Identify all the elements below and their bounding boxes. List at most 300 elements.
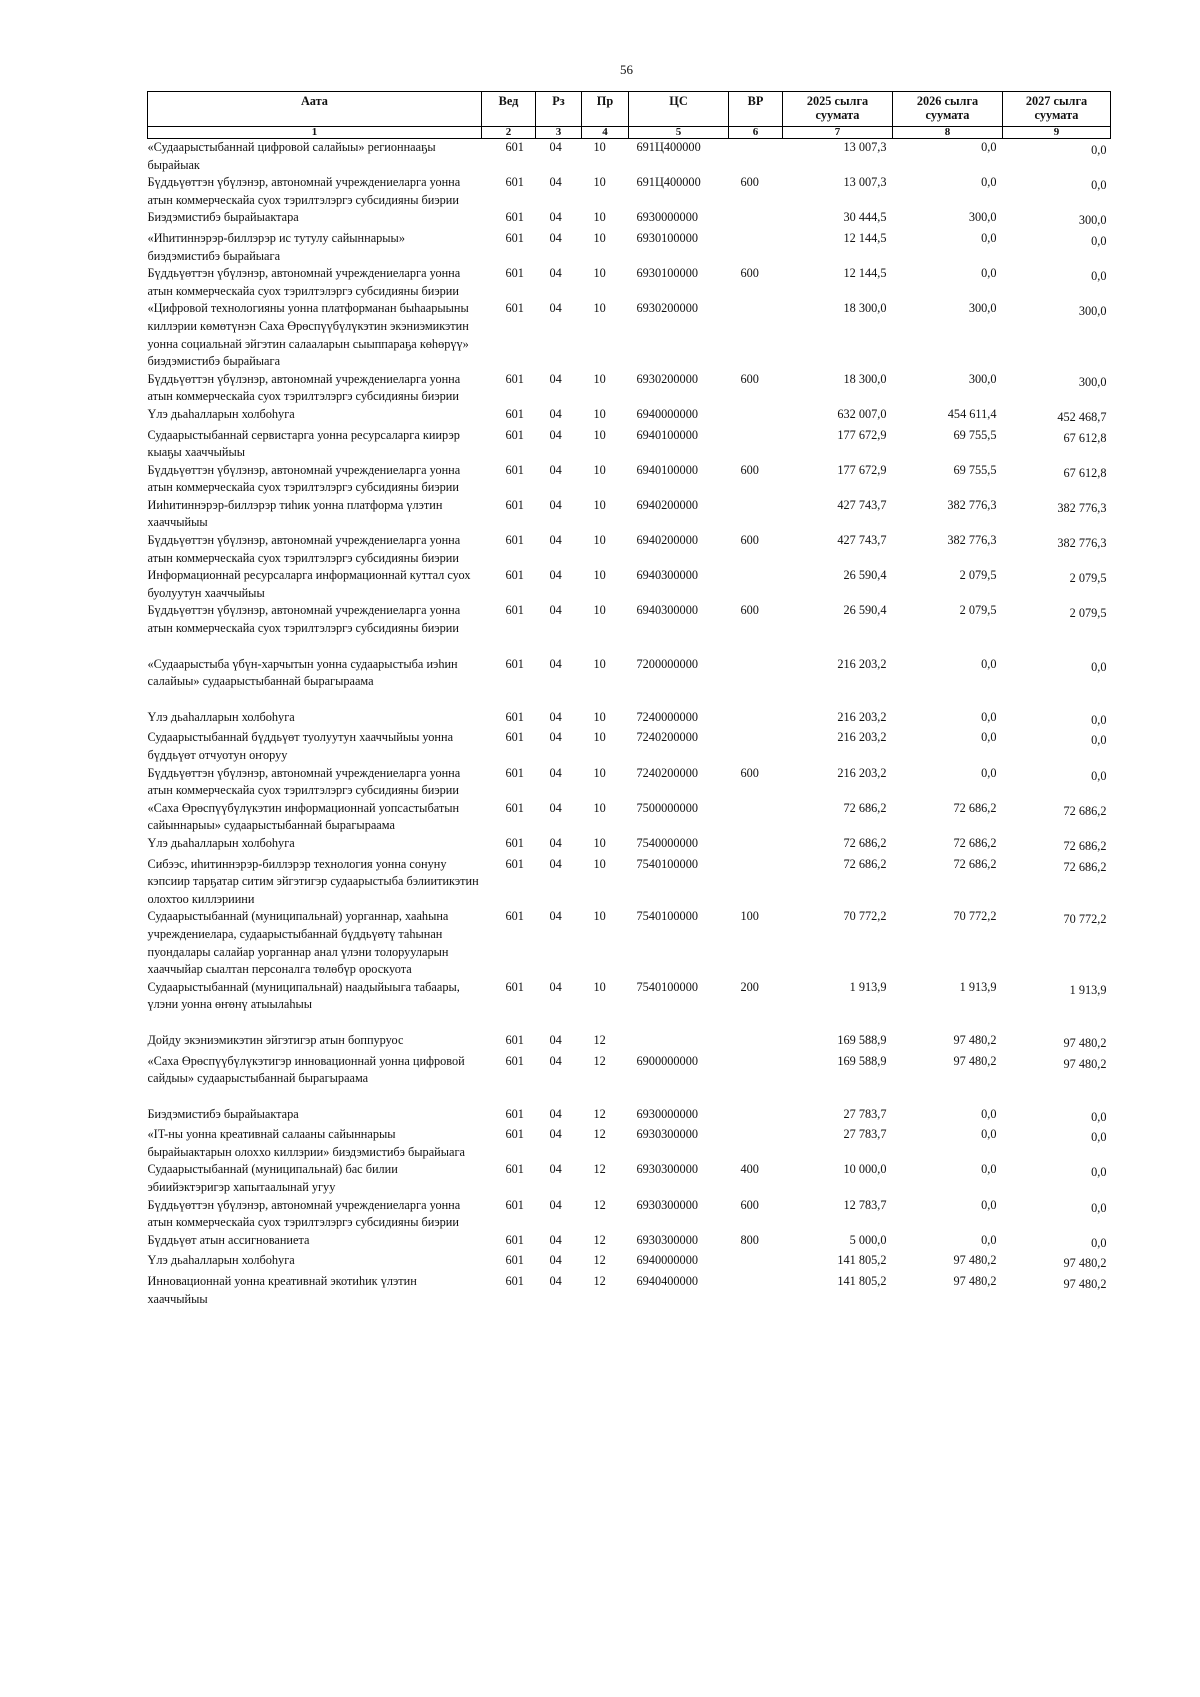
row-cs: 7540100000 (636, 909, 698, 924)
row-ved: 601 (505, 656, 524, 671)
row-cs: 6940300000 (636, 568, 698, 583)
row-name: «Судаарыстыба үбүн-харчытын уонна судаарыстыба иэһин салайыы» судаарыстыбаннай бырагыраама (147, 656, 458, 689)
row-amount-2025: 27 783,7 (843, 1127, 887, 1142)
row-amount-2026: 72 686,2 (953, 856, 997, 871)
row-ved: 601 (505, 709, 524, 724)
row-rz: 04 (549, 140, 562, 154)
row-name: Бүддьүөттэн үбүлэнэр, автономнай учреждениеларга уонна атын коммерческайа суох тэрилтэлэргэ субсидияны биэрии (147, 533, 461, 565)
row-ved: 601 (505, 1106, 524, 1121)
row-rz: 04 (549, 462, 562, 477)
row-pr: 10 (593, 568, 606, 583)
row-amount-2026: 0,0 (981, 1197, 997, 1212)
row-rz: 04 (549, 1162, 562, 1177)
row-amount-2026: 69 755,5 (953, 462, 997, 477)
row-cs: 6940000000 (636, 1253, 698, 1268)
row-amount-2027: 382 776,3 (1057, 536, 1107, 551)
table-row (148, 979, 1111, 1032)
row-vr (729, 139, 783, 175)
row-rz: 04 (549, 800, 562, 815)
row-cs: 6930300000 (636, 1197, 698, 1212)
row-amount-2025: 12 144,5 (843, 266, 887, 281)
row-ved: 601 (505, 1032, 524, 1047)
row-rz: 04 (549, 709, 562, 724)
row-cs: 6940100000 (636, 427, 698, 442)
row-name: Үлэ дьаһалларын холбоһуга (147, 1253, 295, 1268)
row-cs: 7200000000 (636, 656, 698, 671)
row-cs: 7540100000 (636, 856, 698, 871)
row-amount-2027: 300,0 (1078, 374, 1107, 389)
row-name: Судаарыстыбаннай бүддьүөт туолуутун хааччыйыы уонна бүддьүөт отчуотун оҥоруу (147, 730, 454, 762)
row-cs: 6940200000 (636, 497, 698, 512)
row-amount-2027: 72 686,2 (1063, 838, 1107, 853)
row-vr (729, 729, 783, 764)
row-ved: 601 (505, 1253, 524, 1268)
row-cs: 6900000000 (636, 1053, 698, 1068)
row-name: «IT-ны уонна креативнай салааны сайыннарыы бырайыактарын олоххо киллэрии» биэдэмистибэ бырайыага (147, 1127, 465, 1159)
row-amount-2026: 0,0 (981, 1127, 997, 1142)
row-amount-2026: 454 611,4 (947, 406, 997, 421)
row-cs: 6930100000 (636, 266, 698, 281)
row-rz: 04 (549, 175, 562, 190)
table-row (148, 1273, 1111, 1308)
row-amount-2027: 67 612,8 (1063, 465, 1107, 480)
row-amount-2025: 427 743,7 (837, 533, 887, 548)
row-vr (729, 709, 783, 730)
table-row (148, 765, 1111, 800)
row-amount-2025: 216 203,2 (837, 765, 887, 780)
row-amount-2027: 0,0 (1091, 712, 1107, 727)
row-vr (729, 300, 783, 370)
header-name: Аата (148, 92, 482, 127)
column-number: 2 (482, 127, 536, 139)
row-vr: 600 (740, 603, 759, 618)
row-vr (729, 209, 783, 230)
row-name: Дойду экэниэмикэтин эйгэтигэр атын боппуруос (147, 1032, 404, 1047)
row-name: «Судаарыстыбаннай цифровой салайыы» регионнааҕы бырайыак (147, 140, 436, 172)
row-amount-2026: 0,0 (981, 230, 997, 245)
row-amount-2027: 0,0 (1091, 733, 1107, 748)
row-cs: 7240200000 (636, 730, 698, 745)
column-number: 4 (582, 127, 629, 139)
row-amount-2026: 97 480,2 (953, 1053, 997, 1068)
row-pr: 10 (593, 406, 606, 421)
row-cs: 7500000000 (636, 800, 698, 815)
row-cs: 7240000000 (636, 709, 698, 724)
column-number: 7 (783, 127, 893, 139)
row-amount-2027: 0,0 (1091, 178, 1107, 193)
row-pr: 10 (593, 462, 606, 477)
row-amount-2026: 2 079,5 (959, 603, 997, 618)
column-number: 3 (536, 127, 582, 139)
row-pr: 10 (593, 210, 606, 225)
row-vr: 600 (740, 533, 759, 548)
row-name: Биэдэмистибэ бырайыактара (147, 1106, 299, 1121)
row-ved: 601 (505, 1197, 524, 1212)
table-row (148, 174, 1111, 209)
row-ved: 601 (505, 175, 524, 190)
table-row (148, 1032, 1111, 1053)
row-ved: 601 (505, 568, 524, 583)
header-2026: 2026 сылга суумата (893, 92, 1003, 127)
row-amount-2025: 141 805,2 (837, 1274, 887, 1289)
row-amount-2025: 27 783,7 (843, 1106, 887, 1121)
row-amount-2027: 300,0 (1078, 213, 1107, 228)
row-amount-2025: 72 686,2 (843, 800, 887, 815)
row-amount-2027: 67 612,8 (1063, 430, 1107, 445)
row-pr: 10 (593, 835, 606, 850)
row-ved: 601 (505, 210, 524, 225)
header-cs: ЦС (629, 92, 729, 127)
row-vr (729, 656, 783, 709)
row-amount-2025: 10 000,0 (843, 1162, 887, 1177)
row-amount-2025: 30 444,5 (843, 210, 887, 225)
row-ved: 601 (505, 1162, 524, 1177)
row-amount-2026: 97 480,2 (953, 1274, 997, 1289)
row-amount-2027: 97 480,2 (1063, 1277, 1107, 1292)
row-ved: 601 (505, 427, 524, 442)
row-amount-2026: 72 686,2 (953, 835, 997, 850)
table-row (148, 656, 1111, 709)
row-ved: 601 (505, 533, 524, 548)
row-cs: 6930200000 (636, 301, 698, 316)
table-row (148, 1106, 1111, 1127)
row-rz: 04 (549, 427, 562, 442)
row-vr (729, 497, 783, 532)
row-amount-2027: 0,0 (1091, 1165, 1107, 1180)
row-ved: 601 (505, 1053, 524, 1068)
row-name: Үлэ дьаһалларын холбоһуга (147, 406, 295, 421)
row-rz: 04 (549, 730, 562, 745)
row-rz: 04 (549, 266, 562, 281)
row-ved: 601 (505, 603, 524, 618)
row-cs: 691Ц400000 (636, 175, 701, 190)
table-row (148, 835, 1111, 856)
column-number: 5 (629, 127, 729, 139)
row-amount-2025: 72 686,2 (843, 856, 887, 871)
row-pr: 10 (593, 730, 606, 745)
row-cs: 7540000000 (636, 835, 698, 850)
row-amount-2027: 0,0 (1091, 1200, 1107, 1215)
row-ved: 601 (505, 765, 524, 780)
row-name: Бүддьүөттэн үбүлэнэр, автономнай учреждениеларга уонна атын коммерческайа суох тэрилтэлэргэ субсидияны биэрии (147, 765, 461, 798)
row-rz: 04 (549, 301, 562, 316)
table-row (148, 709, 1111, 730)
row-amount-2026: 72 686,2 (953, 800, 997, 815)
row-pr: 12 (593, 1232, 606, 1247)
row-amount-2025: 13 007,3 (843, 175, 887, 190)
row-pr: 10 (593, 301, 606, 316)
table-row (148, 1126, 1111, 1161)
row-rz: 04 (549, 1032, 562, 1047)
row-pr: 10 (593, 709, 606, 724)
row-amount-2025: 26 590,4 (843, 568, 887, 583)
row-ved: 601 (505, 266, 524, 281)
row-amount-2025: 70 772,2 (843, 909, 887, 924)
row-rz: 04 (549, 210, 562, 225)
row-ved: 601 (505, 462, 524, 477)
row-amount-2026: 382 776,3 (947, 497, 997, 512)
row-pr: 12 (593, 1197, 606, 1212)
row-ved: 601 (505, 856, 524, 871)
row-amount-2025: 1 913,9 (849, 979, 887, 994)
row-name: Биэдэмистибэ бырайыактара (147, 210, 299, 225)
row-amount-2027: 70 772,2 (1063, 912, 1107, 927)
row-amount-2025: 427 743,7 (837, 497, 887, 512)
table-row (148, 602, 1111, 655)
row-cs: 6930100000 (636, 230, 698, 245)
row-name: «Саха Өрөспүүбүлүкэтин информационнай уопсастыбатын сайыннарыы» судаарыстыбаннай бырагыраама (147, 800, 460, 833)
row-vr (729, 800, 783, 835)
row-name: Судаарыстыбаннай (муниципальнай) уорганнар, хааһына учреждениелара, судаарыстыбаннай бүддьүөтү таһынан пуондалары салайар уорганнар анал үлэни толорууларын хааччыйар сыалтан персоналга төлөбүр ороскуота (147, 909, 449, 977)
row-pr: 12 (593, 1253, 606, 1268)
row-name: Бүддьүөттэн үбүлэнэр, автономнай учреждениеларга уонна атын коммерческайа суох тэрилтэлэргэ субсидияны биэрии (147, 1197, 461, 1230)
row-ved: 601 (505, 909, 524, 924)
row-ved: 601 (505, 230, 524, 245)
table-row (148, 1053, 1111, 1106)
row-ved: 601 (505, 301, 524, 316)
row-amount-2027: 1 913,9 (1069, 982, 1107, 997)
row-pr: 10 (593, 765, 606, 780)
row-amount-2026: 0,0 (981, 765, 997, 780)
table-row (148, 856, 1111, 909)
row-name: Бүддьүөт атын ассигнованиета (147, 1232, 310, 1247)
row-vr (729, 230, 783, 265)
row-amount-2027: 0,0 (1091, 269, 1107, 284)
table-row (148, 800, 1111, 835)
row-name: Судаарыстыбаннай сервистарга уонна ресурсаларга киирэр кыаҕы хааччыйыы (147, 427, 460, 460)
header-vr: ВР (729, 92, 783, 127)
row-rz: 04 (549, 1197, 562, 1212)
row-pr: 12 (593, 1053, 606, 1068)
row-cs: 6930000000 (636, 1106, 698, 1121)
table-row (148, 230, 1111, 265)
row-name: Бүддьүөттэн үбүлэнэр, автономнай учреждениеларга уонна атын коммерческайа суох тэрилтэлэргэ субсидияны биэрии (147, 175, 461, 207)
row-name: Инновационнай уонна креативнай экотиһик үлэтин хааччыйыы (147, 1274, 417, 1306)
row-amount-2026: 0,0 (981, 1232, 997, 1247)
row-rz: 04 (549, 1127, 562, 1142)
row-amount-2027: 0,0 (1091, 1109, 1107, 1124)
row-ved: 601 (505, 406, 524, 421)
row-rz: 04 (549, 1253, 562, 1268)
row-amount-2026: 0,0 (981, 730, 997, 745)
table-row (148, 497, 1111, 532)
row-name: Судаарыстыбаннай (муниципальнай) наадыйыыга табаары, үлэни уонна өҥөнү атыылаһыы (147, 979, 460, 1012)
row-vr (729, 1273, 783, 1308)
row-vr (729, 1032, 783, 1053)
row-vr: 600 (740, 266, 759, 281)
row-vr (729, 1252, 783, 1273)
row-vr: 100 (740, 909, 759, 924)
row-vr (729, 427, 783, 462)
row-amount-2027: 72 686,2 (1063, 859, 1107, 874)
row-ved: 601 (505, 497, 524, 512)
row-amount-2025: 177 672,9 (837, 462, 887, 477)
row-cs: 6940300000 (636, 603, 698, 618)
row-amount-2027: 2 079,5 (1069, 571, 1107, 586)
row-vr: 600 (740, 175, 759, 190)
table-row (148, 729, 1111, 764)
header-row (148, 92, 1111, 127)
row-ved: 601 (505, 1232, 524, 1247)
row-name: Бүддьүөттэн үбүлэнэр, автономнай учреждениеларга уонна атын коммерческайа суох тэрилтэлэргэ субсидияны биэрии (147, 603, 461, 636)
row-rz: 04 (549, 603, 562, 618)
row-ved: 601 (505, 1127, 524, 1142)
row-name: Бүддьүөттэн үбүлэнэр, автономнай учреждениеларга уонна атын коммерческайа суох тэрилтэлэргэ субсидияны биэрии (147, 462, 461, 495)
row-rz: 04 (549, 1053, 562, 1068)
row-name: Бүддьүөттэн үбүлэнэр, автономнай учреждениеларга уонна атын коммерческайа суох тэрилтэлэргэ субсидияны биэрии (147, 371, 461, 404)
row-rz: 04 (549, 230, 562, 245)
header-pr: Пр (582, 92, 629, 127)
row-amount-2027: 2 079,5 (1069, 606, 1107, 621)
row-ved: 601 (505, 140, 524, 154)
row-amount-2026: 382 776,3 (947, 533, 997, 548)
row-rz: 04 (549, 533, 562, 548)
row-amount-2027: 0,0 (1091, 233, 1107, 248)
table-row (148, 300, 1111, 370)
row-cs: 6940000000 (636, 406, 698, 421)
row-pr: 10 (593, 427, 606, 442)
row-amount-2025: 18 300,0 (843, 301, 887, 316)
row-amount-2025: 216 203,2 (837, 709, 887, 724)
row-amount-2026: 97 480,2 (953, 1032, 997, 1047)
row-cs: 7240200000 (636, 765, 698, 780)
row-cs: 6930300000 (636, 1127, 698, 1142)
table-row (148, 406, 1111, 427)
row-cs: 7540100000 (636, 979, 698, 994)
table-row (148, 1197, 1111, 1232)
header-ved: Вед (482, 92, 536, 127)
row-amount-2025: 169 588,9 (837, 1053, 887, 1068)
row-amount-2027: 97 480,2 (1063, 1056, 1107, 1071)
row-amount-2027: 97 480,2 (1063, 1035, 1107, 1050)
row-pr: 10 (593, 800, 606, 815)
column-number-row (148, 127, 1111, 139)
row-cs: 6940200000 (636, 533, 698, 548)
row-amount-2025: 18 300,0 (843, 371, 887, 386)
row-name: «Иһитиннэрэр-биллэрэр ис тутулу сайыннарыы» биэдэмистибэ бырайыага (147, 230, 405, 263)
table-row (148, 1161, 1111, 1196)
row-ved: 601 (505, 979, 524, 994)
row-amount-2026: 0,0 (981, 1106, 997, 1121)
table-row (148, 1232, 1111, 1253)
row-amount-2025: 12 783,7 (843, 1197, 887, 1212)
row-amount-2025: 169 588,9 (837, 1032, 887, 1047)
row-amount-2027: 300,0 (1078, 304, 1107, 319)
row-amount-2027: 0,0 (1091, 768, 1107, 783)
row-pr: 10 (593, 856, 606, 871)
table-row (148, 462, 1111, 497)
row-name: Судаарыстыбаннай (муниципальнай) бас билии эбиийэктэригэр хапытаалынай угуу (147, 1162, 398, 1195)
row-pr: 10 (593, 656, 606, 671)
row-name: Сибээс, иһитиннэрэр-биллэрэр технология уонна сонуну кэпсиир тарҕатар ситим эйгэтигэр судаарыстыба бэлиитикэтин олохтоо киллэриини (147, 856, 479, 906)
budget-table (147, 91, 1111, 1308)
row-amount-2026: 300,0 (968, 371, 997, 386)
row-amount-2026: 0,0 (981, 175, 997, 190)
row-amount-2027: 0,0 (1091, 1130, 1107, 1145)
row-pr: 10 (593, 909, 606, 924)
row-amount-2025: 216 203,2 (837, 656, 887, 671)
table-row (148, 371, 1111, 406)
row-amount-2025: 216 203,2 (837, 730, 887, 745)
row-amount-2026: 2 079,5 (959, 568, 997, 583)
row-pr: 10 (593, 140, 606, 154)
row-amount-2026: 0,0 (981, 140, 997, 154)
row-amount-2026: 97 480,2 (953, 1253, 997, 1268)
row-amount-2025: 177 672,9 (837, 427, 887, 442)
row-cs: 6930200000 (636, 371, 698, 386)
row-pr: 12 (593, 1106, 606, 1121)
row-amount-2026: 70 772,2 (953, 909, 997, 924)
row-amount-2025: 72 686,2 (843, 835, 887, 850)
row-amount-2026: 1 913,9 (959, 979, 997, 994)
row-amount-2026: 69 755,5 (953, 427, 997, 442)
row-vr (729, 856, 783, 909)
row-pr: 10 (593, 230, 606, 245)
row-cs: 6940400000 (636, 1274, 698, 1289)
row-rz: 04 (549, 656, 562, 671)
row-amount-2026: 0,0 (981, 656, 997, 671)
row-pr: 12 (593, 1162, 606, 1177)
row-vr (729, 1053, 783, 1106)
row-name: Информационнай ресурсаларга информационнай куттал суох буолуутун хааччыйыы (147, 568, 471, 600)
row-amount-2026: 0,0 (981, 266, 997, 281)
row-name: «Саха Өрөспүүбүлүкэтигэр инновационнай уонна цифровой сайдыы» судаарыстыбаннай бырагыраама (147, 1053, 465, 1086)
row-cs: 6930300000 (636, 1232, 698, 1247)
row-pr: 10 (593, 497, 606, 512)
row-amount-2027: 0,0 (1091, 143, 1107, 157)
row-pr: 10 (593, 266, 606, 281)
row-amount-2026: 300,0 (968, 210, 997, 225)
row-rz: 04 (549, 1274, 562, 1289)
row-amount-2026: 0,0 (981, 1162, 997, 1177)
row-vr: 200 (740, 979, 759, 994)
row-pr: 10 (593, 603, 606, 618)
row-vr: 400 (740, 1162, 759, 1177)
row-amount-2027: 0,0 (1091, 1235, 1107, 1250)
row-vr: 800 (740, 1232, 759, 1247)
row-vr (729, 567, 783, 602)
header-2027: 2027 сылга суумата (1003, 92, 1111, 127)
row-rz: 04 (549, 497, 562, 512)
row-ved: 601 (505, 371, 524, 386)
row-rz: 04 (549, 371, 562, 386)
row-vr: 600 (740, 462, 759, 477)
row-rz: 04 (549, 1106, 562, 1121)
column-number: 1 (148, 127, 482, 139)
row-amount-2025: 26 590,4 (843, 603, 887, 618)
table-row (148, 532, 1111, 567)
row-pr: 10 (593, 175, 606, 190)
row-rz: 04 (549, 568, 562, 583)
row-rz: 04 (549, 1232, 562, 1247)
row-amount-2025: 141 805,2 (837, 1253, 887, 1268)
page-number: 56 (620, 62, 633, 77)
table-row (148, 427, 1111, 462)
table-row (148, 908, 1111, 978)
row-amount-2025: 5 000,0 (849, 1232, 887, 1247)
row-amount-2025: 12 144,5 (843, 230, 887, 245)
row-amount-2027: 97 480,2 (1063, 1256, 1107, 1271)
row-cs: 6930300000 (636, 1162, 698, 1177)
table-row (148, 567, 1111, 602)
row-pr: 10 (593, 533, 606, 548)
row-name: Ииһитиннэрэр-биллэрэр тиһик уонна платформа үлэтин хааччыйыы (147, 497, 443, 530)
row-amount-2026: 0,0 (981, 709, 997, 724)
row-name: Бүддьүөттэн үбүлэнэр, автономнай учреждениеларга уонна атын коммерческайа суох тэрилтэлэргэ субсидияны биэрии (147, 266, 461, 298)
row-amount-2026: 300,0 (968, 301, 997, 316)
row-rz: 04 (549, 765, 562, 780)
table-row (148, 139, 1111, 175)
